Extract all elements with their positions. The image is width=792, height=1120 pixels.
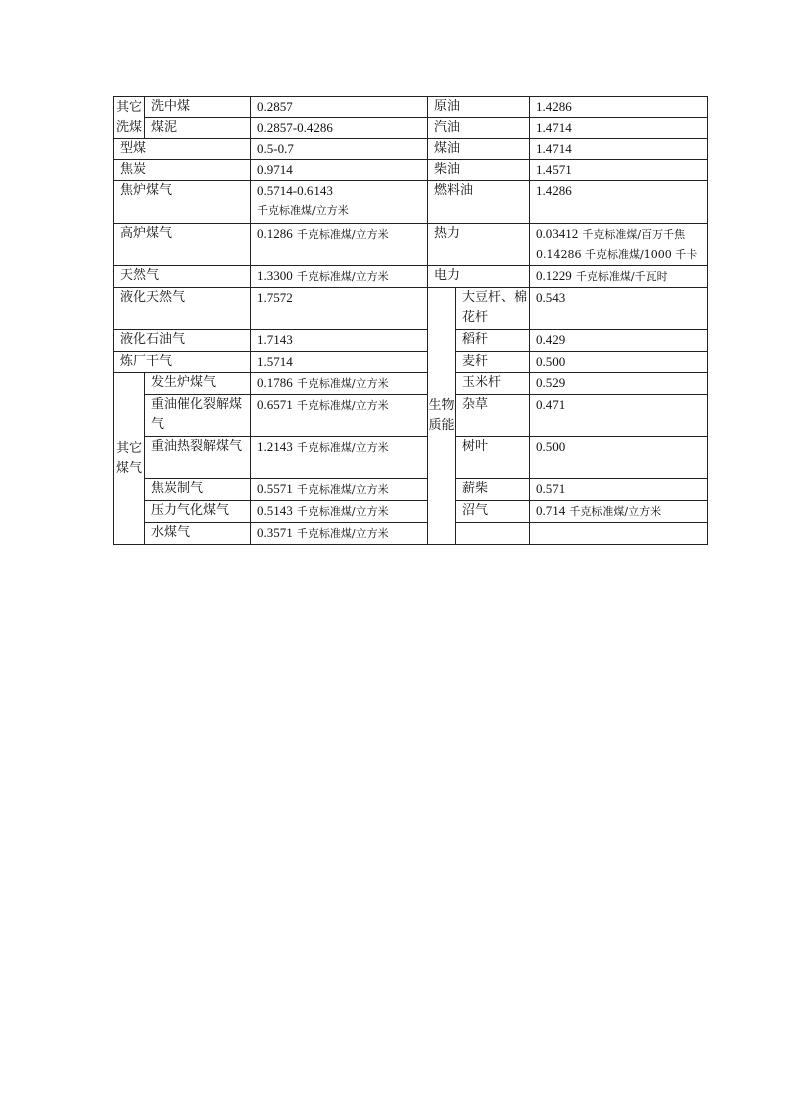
fuel-value-right: 0.500 xyxy=(530,352,708,373)
fuel-name: 重油催化裂解煤气 xyxy=(145,395,251,437)
fuel-value-right: 0.500 xyxy=(530,437,708,479)
table-row xyxy=(114,373,708,395)
fuel-value-unit: 千克标准煤/立方米 xyxy=(296,527,389,540)
fuel-name: 发生炉煤气 xyxy=(145,373,251,395)
heat-unit-1: 千克标准煤/百万千焦 xyxy=(582,228,686,241)
fuel-name-right: 玉米杆 xyxy=(456,373,530,395)
fuel-value-number: 0.1286 xyxy=(257,226,293,241)
table-row xyxy=(114,224,708,266)
table-row xyxy=(114,395,708,437)
fuel-value-right: 1.4286 xyxy=(530,181,708,224)
fuel-value xyxy=(251,479,428,501)
fuel-name: 焦炉煤气 xyxy=(114,181,251,224)
fuel-value: 0.9714 xyxy=(251,160,428,181)
fuel-value-number: 0.5714-0.6143 xyxy=(257,183,333,198)
fuel-value-right: 0.429 xyxy=(530,330,708,352)
fuel-name-right: 燃料油 xyxy=(428,181,530,224)
fuel-value-number: 0.6571 xyxy=(257,397,293,412)
table-row xyxy=(114,437,708,479)
fuel-value-right: 1.4714 xyxy=(530,118,708,139)
fuel-value xyxy=(251,266,428,288)
fuel-value-unit-right: 千克标准煤/立方米 xyxy=(569,505,662,518)
fuel-name-right: 煤油 xyxy=(428,139,530,160)
fuel-value-unit: 千克标准煤/立方米 xyxy=(296,399,389,412)
fuel-name-right: 树叶 xyxy=(456,437,530,479)
fuel-value-right: 1.4571 xyxy=(530,160,708,181)
fuel-value-number: 1.2143 xyxy=(257,439,293,454)
fuel-value: 0.2857 xyxy=(251,97,428,118)
fuel-name-right: 热力 xyxy=(428,224,530,266)
fuel-name-right: 麦秆 xyxy=(456,352,530,373)
fuel-value-right: 0.543 xyxy=(530,288,708,330)
fuel-value-number: 1.3300 xyxy=(257,268,293,283)
fuel-value xyxy=(251,523,428,545)
table-row xyxy=(114,97,708,118)
fuel-name-right: 汽油 xyxy=(428,118,530,139)
fuel-value: 0.5-0.7 xyxy=(251,139,428,160)
table-row xyxy=(114,479,708,501)
fuel-name: 焦炭 xyxy=(114,160,251,181)
fuel-value: 1.5714 xyxy=(251,352,428,373)
table-row xyxy=(114,330,708,352)
table-row xyxy=(114,160,708,181)
table-row xyxy=(114,501,708,523)
fuel-name: 高炉煤气 xyxy=(114,224,251,266)
table-row xyxy=(114,118,708,139)
fuel-value-right: 1.4714 xyxy=(530,139,708,160)
fuel-value: 1.7143 xyxy=(251,330,428,352)
fuel-value xyxy=(251,501,428,523)
fuel-value-unit: 千克标准煤/立方米 xyxy=(296,377,389,390)
fuel-value-unit-right: 千克标准煤/千瓦时 xyxy=(575,270,668,283)
heat-value-2: 0.14286 千克标准煤/1000 千卡 xyxy=(536,248,698,261)
fuel-value-right: 0.471 xyxy=(530,395,708,437)
fuel-name: 水煤气 xyxy=(145,523,251,545)
fuel-value xyxy=(251,395,428,437)
fuel-value xyxy=(251,437,428,479)
fuel-name-right: 电力 xyxy=(428,266,530,288)
table-row xyxy=(114,523,708,545)
table-row xyxy=(114,266,708,288)
fuel-value-right: 0.529 xyxy=(530,373,708,395)
fuel-value-unit: 千克标准煤/立方米 xyxy=(296,505,389,518)
empty-cell xyxy=(530,523,708,545)
fuel-name: 型煤 xyxy=(114,139,251,160)
fuel-value-number: 0.5571 xyxy=(257,481,293,496)
fuel-value-unit: 千克标准煤/立方米 xyxy=(296,270,389,283)
group-label-other-gas: 其它煤气 xyxy=(114,373,145,545)
conversion-coefficient-table xyxy=(113,96,708,545)
fuel-value-number-right: 0.714 xyxy=(536,503,566,518)
fuel-value xyxy=(251,224,428,266)
fuel-name: 压力气化煤气 xyxy=(145,501,251,523)
fuel-value xyxy=(251,373,428,395)
fuel-name: 天然气 xyxy=(114,266,251,288)
fuel-name: 煤泥 xyxy=(145,118,251,139)
fuel-name-right: 原油 xyxy=(428,97,530,118)
fuel-name: 焦炭制气 xyxy=(145,479,251,501)
group-label-biomass: 生物质能 xyxy=(428,288,456,545)
fuel-name: 液化石油气 xyxy=(114,330,251,352)
group-label-text: 其它洗煤 xyxy=(115,99,142,135)
table-row xyxy=(114,288,708,330)
fuel-name-right: 稻秆 xyxy=(456,330,530,352)
empty-cell xyxy=(456,523,530,545)
fuel-value: 1.7572 xyxy=(251,288,428,330)
fuel-value: 0.2857-0.4286 xyxy=(251,118,428,139)
fuel-name-right: 大豆杆、棉花杆 xyxy=(456,288,530,330)
fuel-value-right: 1.4286 xyxy=(530,97,708,118)
table-row xyxy=(114,352,708,373)
fuel-value-unit: 千克标准煤/立方米 xyxy=(296,228,389,241)
fuel-value-right: 0.571 xyxy=(530,479,708,501)
fuel-value-number: 0.1786 xyxy=(257,375,293,390)
fuel-value-unit: 千克标准煤/立方米 xyxy=(257,204,349,217)
heat-value-1: 0.03412 xyxy=(536,226,579,241)
fuel-value-right xyxy=(530,224,708,266)
fuel-value xyxy=(251,181,428,224)
fuel-name-right: 杂草 xyxy=(456,395,530,437)
fuel-name: 炼厂干气 xyxy=(114,352,251,373)
fuel-value-right xyxy=(530,501,708,523)
fuel-value-number: 0.5143 xyxy=(257,503,293,518)
fuel-name-right: 柴油 xyxy=(428,160,530,181)
fuel-name xyxy=(145,97,251,118)
group-label-other-washed-coal xyxy=(114,97,145,139)
fuel-value-unit: 千克标准煤/立方米 xyxy=(296,483,389,496)
fuel-name: 液化天然气 xyxy=(114,288,251,330)
table-row xyxy=(114,139,708,160)
fuel-value-right xyxy=(530,266,708,288)
table-row xyxy=(114,181,708,224)
fuel-name: 重油热裂解煤气 xyxy=(145,437,251,479)
fuel-value-number-right: 0.1229 xyxy=(536,268,572,283)
fuel-name-right: 薪柴 xyxy=(456,479,530,501)
fuel-value-number: 0.3571 xyxy=(257,525,293,540)
fuel-value-unit: 千克标准煤/立方米 xyxy=(296,441,389,454)
fuel-name-right: 沼气 xyxy=(456,501,530,523)
fuel-name-text: 洗中煤 xyxy=(151,99,191,114)
